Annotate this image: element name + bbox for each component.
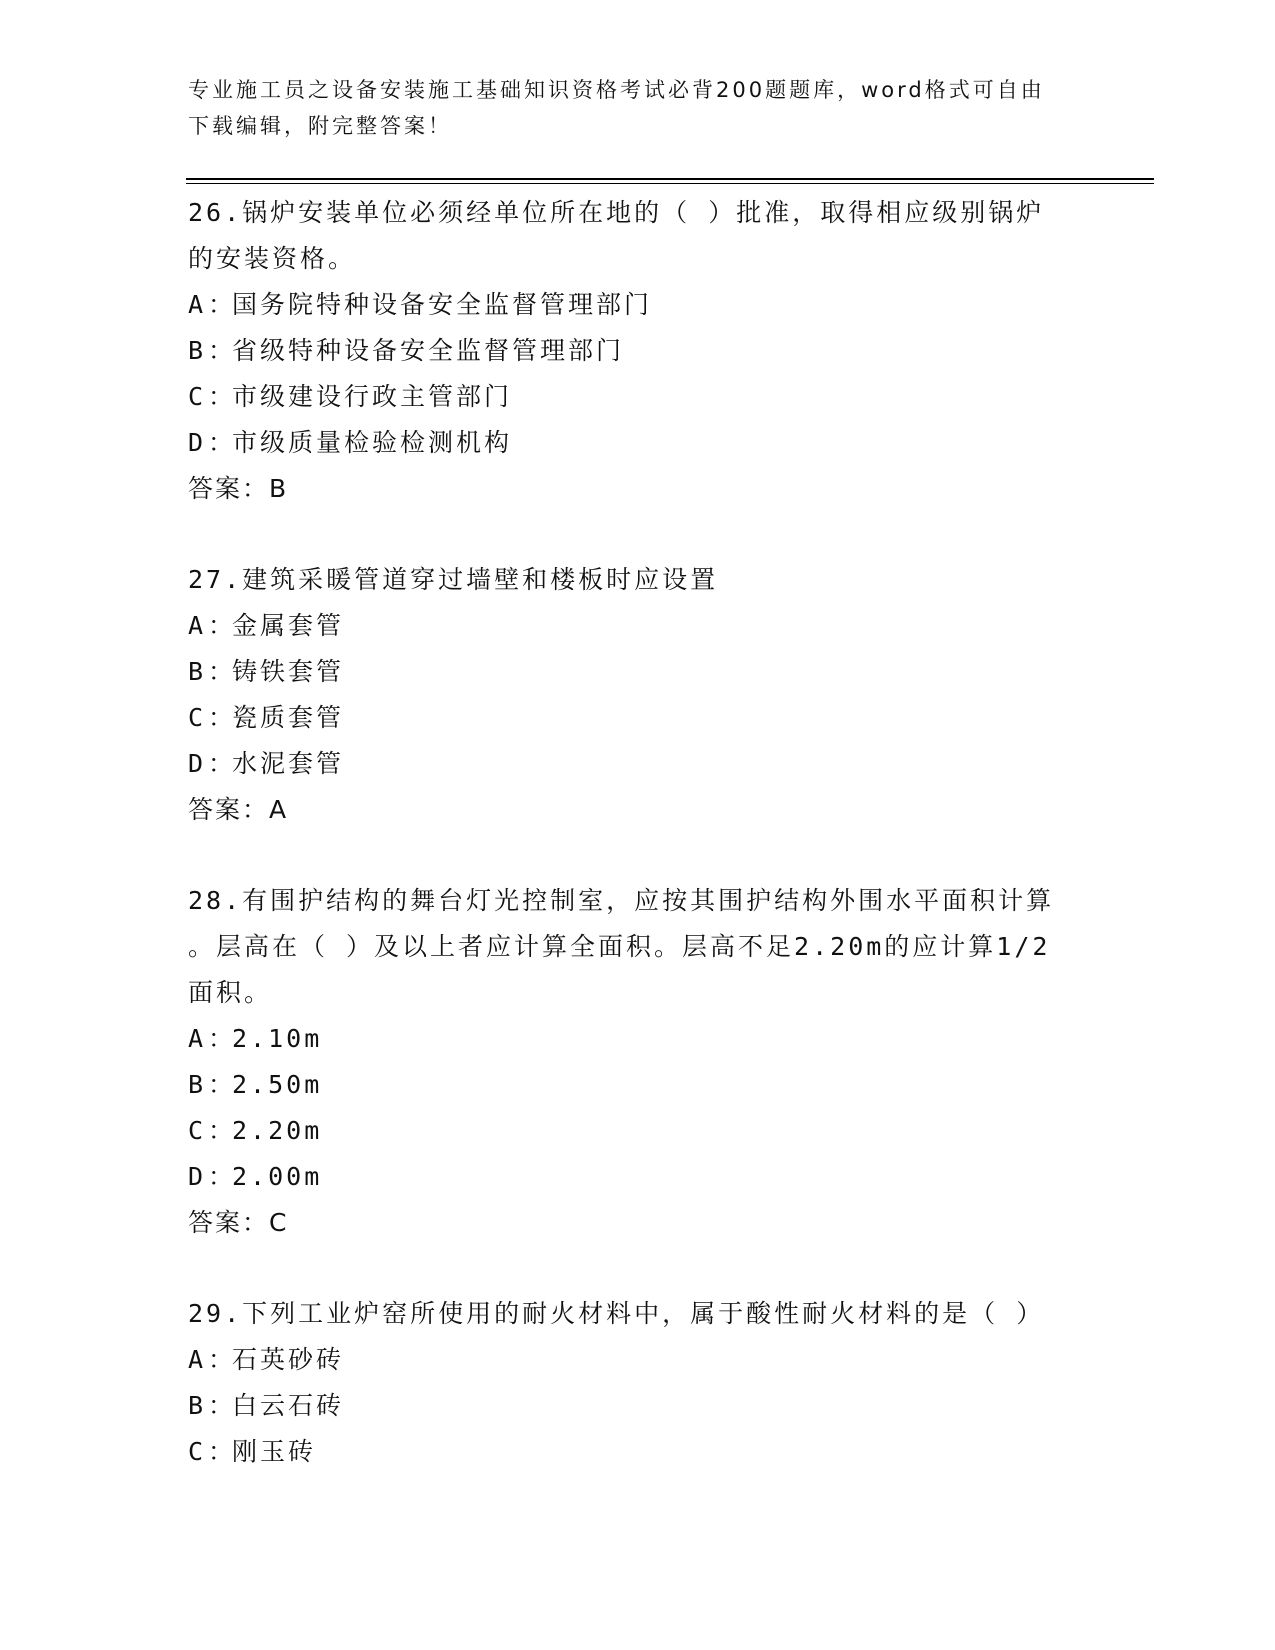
option-text: 瓷质套管 (232, 703, 345, 732)
option-separator: ： (208, 336, 237, 365)
option-d (188, 1154, 1088, 1200)
option-letter: C (188, 1437, 207, 1466)
option-c (188, 695, 1088, 741)
option-letter: D (188, 749, 207, 778)
question-text-line: 29.下列工业炉窑所使用的耐火材料中，属于酸性耐火材料的是（ ） (188, 1299, 1045, 1328)
option-d (188, 741, 1088, 787)
option-b (188, 1383, 1088, 1429)
option-separator: ： (208, 611, 237, 640)
option-b (188, 1062, 1088, 1108)
header-divider-thick (186, 178, 1154, 180)
option-letter: A (188, 290, 207, 319)
option-separator: ： (208, 1437, 237, 1466)
option-letter: B (188, 657, 207, 686)
option-separator: ： (208, 382, 237, 411)
option-c (188, 374, 1088, 420)
option-letter: C (188, 1116, 207, 1145)
document-header (188, 72, 1068, 144)
question-28 (188, 878, 1088, 1246)
option-letter: A (188, 1345, 207, 1374)
option-letter: A (188, 611, 207, 640)
option-separator: ： (208, 1116, 237, 1145)
option-d (188, 420, 1088, 466)
option-a (188, 1337, 1088, 1383)
header-line-2: 下载编辑，附完整答案！ (188, 114, 452, 138)
question-29 (188, 1291, 1088, 1475)
option-text: 石英砂砖 (232, 1345, 345, 1374)
option-separator: ： (208, 428, 237, 457)
option-separator: ： (208, 1024, 237, 1053)
option-separator: ： (208, 1391, 237, 1420)
option-text: 水泥套管 (232, 749, 345, 778)
option-separator: ： (208, 1345, 237, 1374)
question-text-line: 26.锅炉安装单位必须经单位所在地的（ ）批准，取得相应级别锅炉 (188, 198, 1045, 227)
question-text-line: 面积。 (188, 978, 273, 1007)
option-separator: ： (208, 703, 237, 732)
option-letter: B (188, 336, 207, 365)
question-26 (188, 190, 1088, 512)
header-divider-thin (186, 183, 1154, 184)
option-separator: ： (208, 749, 237, 778)
option-separator: ： (208, 290, 237, 319)
option-letter: B (188, 1391, 207, 1420)
option-letter: D (188, 428, 207, 457)
answer-line: 答案：B (188, 474, 289, 503)
question-text-line: 。层高在（ ）及以上者应计算全面积。层高不足2.20m的应计算1/2 (188, 932, 1051, 961)
answer-line: 答案：A (188, 795, 289, 824)
option-b (188, 649, 1088, 695)
option-text: 刚玉砖 (232, 1437, 317, 1466)
option-letter: B (188, 1070, 207, 1099)
option-text: 铸铁套管 (232, 657, 345, 686)
option-text: 2.50m (232, 1070, 323, 1099)
question-text-line: 27.建筑采暖管道穿过墙壁和楼板时应设置 (188, 565, 719, 594)
option-b (188, 328, 1088, 374)
header-line-1: 专业施工员之设备安装施工基础知识资格考试必背200题题库，word格式可自由 (188, 78, 1045, 102)
option-a (188, 603, 1088, 649)
option-text: 2.20m (232, 1116, 323, 1145)
answer-line: 答案：C (188, 1208, 289, 1237)
question-text-line: 28.有围护结构的舞台灯光控制室，应按其围护结构外围水平面积计算 (188, 886, 1055, 915)
option-separator: ： (208, 657, 237, 686)
option-a (188, 282, 1088, 328)
option-letter: C (188, 703, 207, 732)
option-letter: D (188, 1162, 207, 1191)
option-c (188, 1108, 1088, 1154)
option-text: 白云石砖 (232, 1391, 345, 1420)
question-list (188, 190, 1088, 1520)
option-a (188, 1016, 1088, 1062)
option-letter: C (188, 382, 207, 411)
option-c (188, 1429, 1088, 1475)
question-27 (188, 557, 1088, 833)
option-text: 金属套管 (232, 611, 345, 640)
option-text: 市级建设行政主管部门 (232, 382, 513, 411)
option-separator: ： (208, 1070, 237, 1099)
option-text: 市级质量检验检测机构 (232, 428, 513, 457)
option-text: 省级特种设备安全监督管理部门 (232, 336, 625, 365)
option-separator: ： (208, 1162, 237, 1191)
option-letter: A (188, 1024, 207, 1053)
option-text: 2.10m (232, 1024, 323, 1053)
option-text: 国务院特种设备安全监督管理部门 (232, 290, 653, 319)
question-text-line: 的安装资格。 (188, 244, 357, 273)
option-text: 2.00m (232, 1162, 323, 1191)
